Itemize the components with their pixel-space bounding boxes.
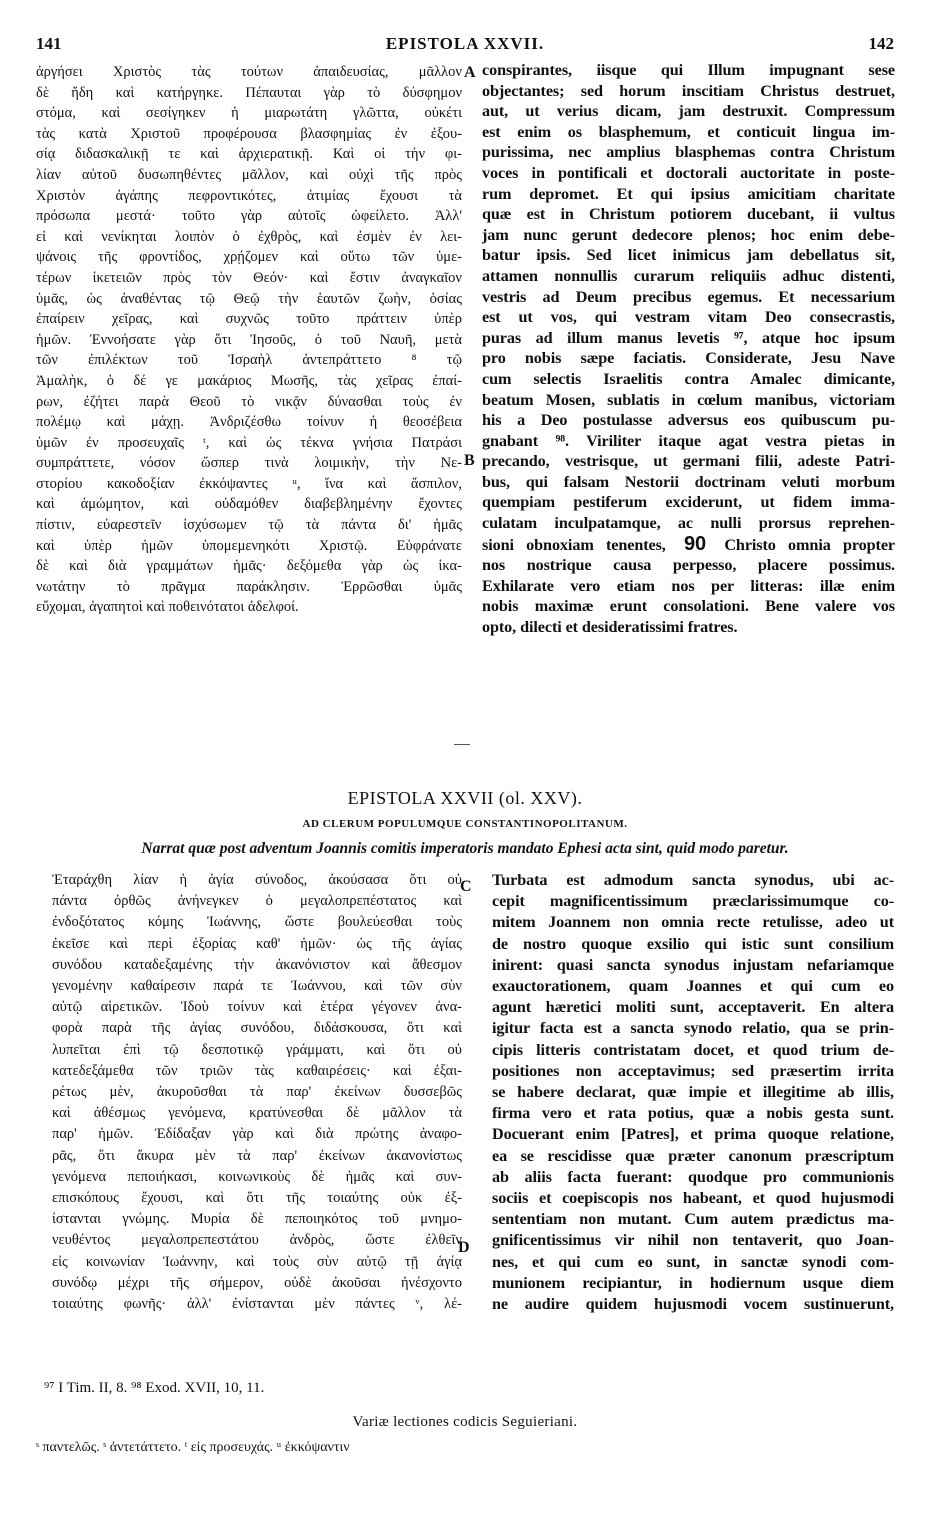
page-number-right: 142 (868, 34, 894, 53)
greek-text-line: ρέτως μὲν, ἀκυροῦσθαι τὰ παρ' ἐκείνων δυσσεβῶς (52, 1084, 462, 1101)
greek-text-line: τοιαύτης φωνῆς· ἀλλ' ἐνίστανται μὲν πάντες ᵛ, λέ- (52, 1296, 462, 1313)
greek-text-line: συνόδου καταδεξαμένης τὴν ἀκανόνιστον καὶ ἄθεσμον (52, 956, 462, 973)
greek-text-line: συμπράττετε, νόσον ὥσπερ τινὰ λοιμικὴν, τὴν Νε- (36, 455, 462, 472)
margin-letter-a: A (464, 64, 476, 81)
latin-text-line: ne audire quidem hujusmodi vocem sustinuerunt, (492, 1295, 894, 1314)
latin-text-line: nes, et qui cum eo sunt, in sanctæ synodi com- (492, 1252, 894, 1271)
greek-text-line: νωτάτην τὸ πρᾶγμα παράκλησιν. Ἐρρῶσθαι ὑμᾶς (36, 578, 462, 595)
latin-text-line: munionem recipiantur, in hodiernum usque diem (492, 1273, 894, 1292)
variae-lectiones-title: Variæ lectiones codicis Seguieriani. (352, 1414, 578, 1430)
greek-text-line: φορὰ παρὰ τῆς ἁγίας συνόδου, διδάσκουσα, ὅτι καὶ (52, 1020, 462, 1037)
greek-text-line: δὲ καὶ διὰ γραμμάτων ἡμᾶς· δεξόμεθα γὰρ ὡς ἱκα- (36, 558, 462, 575)
greek-text-line: ὑμῶν ἐν προσευχαῖς ᵗ, καὶ ὡς τέκνα γνήσια Πατράσι (36, 434, 462, 451)
latin-text-line: de nostro quoque exsilio qui istic sunt consilium (492, 934, 894, 953)
latin-text-line: pro nobis sæpe faciatis. Considerate, Jesu Nave (482, 349, 895, 368)
greek-text-line: γενομένην καθαίρεσιν παρά τε Ἰωάννου, καὶ τῶν σὺν (52, 978, 462, 995)
greek-text-line: κατεδεξάμεθα τῶν τριῶν τὰς καθαιρέσεις· καὶ ἐξαι- (52, 1062, 462, 1079)
greek-text-line: συνόδῳ μέχρι τῆς σήμερον, οὐδὲ ἀκοῦσαι ἠνέσχοντο (52, 1274, 462, 1291)
column-number: 90 (684, 533, 707, 555)
latin-text-line: agunt hæretici moliti sunt, acceptaverit. En altera (492, 998, 894, 1017)
greek-text-line: επισκόπους ἔχουσι, καὶ ὅτι τῆς τοιαύτης οὐκ ἐξ- (52, 1190, 462, 1207)
footnote-references: ⁹⁷ I Tim. II, 8. ⁹⁸ Exod. XVII, 10, 11. (44, 1380, 265, 1396)
running-title: EPISTOLA XXVII. (385, 34, 545, 53)
greek-text-line: λίαν αὐτοῦ δυσωπηθέντες μᾶλλον, καὶ οὐχὶ τῆς πρὸς (36, 166, 462, 183)
greek-text-line: λυπεῖται ἐπὶ τῷ δεσποτικῷ γράμματι, καὶ ὅτι οὐ (52, 1041, 462, 1058)
latin-text-line: beatum Mosen, sublatis in cœlum manibus, victoriam (482, 390, 895, 409)
latin-text-line: gnabant ⁹⁸. Viriliter itaque agat vestra pietas in (482, 431, 895, 450)
greek-text-line: καὶ ἀμώμητον, καὶ οὐδαμόθεν διαβεβλημένην ἔχοντες (36, 496, 462, 513)
greek-text-line: πάντα ὀρθῶς ἀνήνεγκεν ὁ μεγαλοπρεπέστατος καὶ (52, 893, 462, 910)
greek-text-line: γενόμενα πεποιήκασι, κοινωνικοὺς δὲ ἡμᾶς καὶ συν- (52, 1168, 462, 1185)
latin-text-line: jam nunc gerunt dedecore plenos; hoc enim debe- (482, 225, 895, 244)
latin-text-line: ea se rescidisse quæ præter canonum præscriptum (492, 1146, 894, 1165)
greek-text-line: σίᾳ διδασκαλικῇ τε καὶ ἀρχιερατικῇ. Καὶ οἱ τὴν φι- (36, 146, 462, 163)
variae-lectiones-list: ˢ παντελῶς. ˢ ἀντετάττετο. ᵗ εἰς προσευχάς. ᵘ ἐκκόψαντιν (36, 1440, 350, 1455)
latin-text-line: cepit magnificentissimum præclarissimumque co- (492, 892, 894, 911)
latin-text-line: batur ipsis. Sed licet inimicus jam debellatus sit, (482, 246, 895, 265)
greek-text-line: Χριστὸν ἀγάπης πεφροντικότες, ἀτιμίας ἔχουσι τὰ (36, 187, 462, 204)
latin-text-line: aut, ut verius dicam, jam destruxit. Compressum (482, 102, 895, 121)
latin-text-line: his a Deo postulasse adversus eos quibuscum pu- (482, 411, 895, 430)
greek-text-line: εἰ καὶ νενίκηται λοιπὸν ὁ ἐχθρὸς, καὶ ἐσμὲν ἐν λει- (36, 228, 462, 245)
latin-text-line: ab aliis facta fuerant: quodque pro communionis (492, 1167, 894, 1186)
latin-text-line: purissima, nec amplius blasphemas contra Christum (482, 143, 895, 162)
latin-text-line: sententiam non mutant. Cum autem prædictus ma- (492, 1210, 894, 1229)
latin-text-segment: Christo omnia propter (724, 535, 895, 554)
letter-address: AD CLERUM POPULUMQUE CONSTANTINOPOLITANUM. (302, 818, 628, 830)
latin-text-line: bus, qui falsam Nestorii doctrinam veluti morbum (482, 472, 895, 491)
greek-column-2 (52, 870, 462, 1315)
greek-text-line: καὶ ὑπὲρ ἡμῶν ὑπομεμενηκότι Χριστῷ. Εὐφράνατε (36, 537, 462, 554)
greek-text-line: στόμα, καὶ σεσίγηκεν ἡ μιαρωτάτη γλῶττα, οὐκέτι (36, 105, 462, 122)
latin-text-line: se habere declarat, quæ impie et illegitime ab illis, (492, 1083, 894, 1102)
latin-text-line: objectantes; sed horum inscitiam Christus destruet, (482, 81, 895, 100)
letter-title: EPISTOLA XXVII (ol. XXV). (347, 788, 583, 808)
latin-text-line: mitem Joannem non omnia recte retulisse, adeo ut (492, 913, 894, 932)
latin-text-line: culatam inculpatamque, ac nulli prorsus reprehen- (482, 514, 895, 533)
latin-text-line: inirent: quasi sancta synodus injustam nefariamque (492, 955, 894, 974)
margin-letter-d: D (458, 1239, 470, 1256)
greek-text-line: ἐκεῖσε καὶ περὶ ἐξορίας καθ' ἡμῶν· ὡς τῆς ἁγίας (52, 935, 462, 952)
greek-text-line: καὶ ἀθέσμως γενόμενα, κρατύνεσθαι δὲ μᾶλλον τὰ (52, 1105, 462, 1122)
latin-text-line: opto, dilecti et desideratissimi fratres. (482, 618, 738, 637)
greek-text-line: ρων, ἐζήτει παρὰ Θεοῦ τὸ νικᾷν δύνασθαι τοὺς ἐν (36, 393, 462, 410)
latin-text-line: gnificentissimus vir nihil non tentaverit, quo Joan- (492, 1231, 894, 1250)
latin-text-line: quempiam pestiferum exciderunt, ut fidem imma- (482, 493, 895, 512)
latin-text-line (482, 534, 895, 556)
latin-column-1 (482, 60, 895, 638)
letter-summary: Narrat quæ post adventum Joannis comitis imperatoris mandato Ephesi acta sint, quid modo paretur. (141, 840, 789, 857)
greek-text-line: ίστανται γνώμης. Μυρία δὲ πεποιηκότος τοῦ μνημο- (52, 1211, 462, 1228)
latin-text-segment: sioni obnoxiam tenentes, (482, 535, 666, 554)
latin-text-line: nobis maximæ erunt consolationi. Bene valere vos (482, 597, 895, 616)
latin-text-line: cum selectis Israelitis contra Amalec dimicante, (482, 369, 895, 388)
greek-text-line: ὑμᾶς, ὡς ἀναθέντας τῷ Θεῷ τὴν ἑαυτῶν ζωὴν, ὁσίας (36, 290, 462, 307)
margin-letter-b: B (464, 452, 475, 469)
greek-text-line: ρᾶς, ὅτι ἄκυρα μὲν τὰ παρ' ἐκείνων ἀκανονίστως (52, 1147, 462, 1164)
greek-text-line: πολέμῳ καὶ μάχῃ. Ἀνδριζέσθω τοίνυν ἡ θεοσέβεια (36, 414, 462, 431)
greek-text-line: παρ' ἡμῶν. Ἐδίδαξαν γὰρ καὶ διὰ πρώτης ἀναφο- (52, 1126, 462, 1143)
latin-text-line: est enim os blasphemum, et conticuit lingua im- (482, 122, 895, 141)
greek-text-line: τὰς κατὰ Χριστοῦ προφέρουσα βλασφημίας ἐν ἐξου- (36, 125, 462, 142)
greek-column-1 (36, 62, 462, 618)
latin-text-line: nos nostrique causa perpesso, placere possimus. (482, 556, 895, 575)
greek-text-line: ἀργήσει Χριστὸς τὰς τούτων ἀπαιδευσίας, μᾶλλον (36, 64, 462, 80)
margin-letter-c: C (460, 878, 472, 895)
greek-text-line: στορίου κακοδοξίαν ἐκκόψαντες ᵘ, ἵνα καὶ ἄσπιλον, (36, 475, 462, 492)
latin-text-line: exauctorationem, quam Joannes et qui cum eo (492, 977, 894, 996)
latin-text-line: attamen nonnullis curarum reliquiis adhuc distenti, (482, 266, 895, 285)
latin-text-line: voces in pontificali et doctorali auctoritate in poste- (482, 163, 895, 182)
latin-text-line: firma vero et rata potius, quæ a nobis gesta sunt. (492, 1104, 894, 1123)
greek-text-line: ἐνδοξότατος κόμης Ἰωάννης, ὥστε βουλεύεσθαι τοὺς (52, 914, 462, 931)
greek-text-line: νευθέντος μεγαλοπρεπεστάτου ἀνδρὸς, ὥστε ἐλθεῖν (52, 1232, 462, 1249)
page-number-left: 141 (36, 34, 62, 53)
latin-text-line: puras ad illum manus levetis ⁹⁷, atque hoc ipsum (482, 328, 895, 347)
latin-text-line: conspirantes, iisque qui Illum impugnant sese (482, 61, 895, 79)
greek-text-line: ἡμῶν. Ἐννοήσατε γὰρ ὅτι Ἰησοῦς, ὁ τοῦ Ναυῆ, μετὰ (36, 331, 462, 348)
latin-text-line: igitur facta est a sancta synodo relatio, qua se prin- (492, 1019, 894, 1038)
greek-text-line: ψάνοις τῆς φροντίδος, χρῄζομεν καὶ οὕτω τῶν ὑμε- (36, 249, 462, 266)
greek-text-line: πίστιν, εὐαρεστεῖν ἰσχύσωμεν τῷ τὰ πάντα δι' ἡμᾶς (36, 517, 462, 534)
greek-text-line: Ἀμαλὴκ, ὁ δέ γε μακάριος Μωσῆς, τὰς χεῖρας ἐπαί- (36, 372, 462, 389)
section-separator (454, 744, 470, 745)
latin-text-line: est ut vos, qui vestram vitam Deo consecrastis, (482, 308, 895, 327)
latin-column-2 (492, 870, 894, 1315)
latin-text-line: rum depromet. Et qui ipsius amicitiam charitate (482, 184, 895, 203)
latin-text-line: Exhilarate vero etiam nos per litteras: illæ enim (482, 576, 895, 595)
latin-text-line: Docuerant enim [Patres], et prima quoque relatione, (492, 1125, 894, 1144)
latin-text-line: positiones non acceptavimus; sed præsertim irrita (492, 1061, 894, 1080)
greek-text-line: δὲ ἤδη καὶ κατήργηκε. Πέπαυται γὰρ τὸ δύσφημον (36, 84, 462, 101)
greek-text-line: τῶν ἐπιλέκτων τοῦ Ἰσραὴλ ἀντεπράττετο ⁸ τῷ (36, 352, 462, 369)
greek-text-line: εἰς κοινωνίαν Ἰωάννην, καὶ τοὺς σὺν αὐτῷ τῇ ἁγίᾳ (52, 1253, 462, 1270)
latin-text-line: cipis litteris contristatam docet, et quod trium de- (492, 1040, 894, 1059)
latin-text-line: vestris ad Deum precibus egemus. Et necessarium (482, 287, 895, 306)
greek-text-line: αὐτῷ αἱρετικῶν. Ἰδοὺ τοίνυν καὶ ἑτέρα γέγονεν ἀνα- (52, 999, 462, 1016)
latin-text-line: quæ est in Christum potiorem ducebant, ii vultus (482, 205, 895, 224)
greek-text-line: ἐπαίρειν χεῖρας, καὶ συχνῶς τοῦτο πράττειν ὑπὲρ (36, 311, 462, 328)
greek-text-line: πρόσωπα μεστά· τοῦτο γὰρ αὐτοῖς ὠφείλετο. Ἀλλ' (36, 208, 462, 225)
latin-text-line: Turbata est admodum sancta synodus, ubi ac- (492, 871, 894, 889)
latin-text-line: precando, vestrisque, ut germani filii, adeste Patri- (482, 452, 895, 471)
latin-text-line: sociis et coepiscopis nos habeant, et quod hujusmodi (492, 1189, 894, 1208)
greek-text-line: Ἐταράχθη λίαν ἡ ἁγία σύνοδος, ἀκούσασα ὅτι οὐ (52, 872, 462, 888)
greek-text-line: εὔχομαι, ἀγαπητοὶ καὶ ποθεινότατοι ἀδελφοί. (36, 599, 299, 616)
greek-text-line: τέρων ἱκετειῶν πρὸς τὸν Θεόν· καὶ ἔστιν ἀναγκαῖον (36, 269, 462, 286)
